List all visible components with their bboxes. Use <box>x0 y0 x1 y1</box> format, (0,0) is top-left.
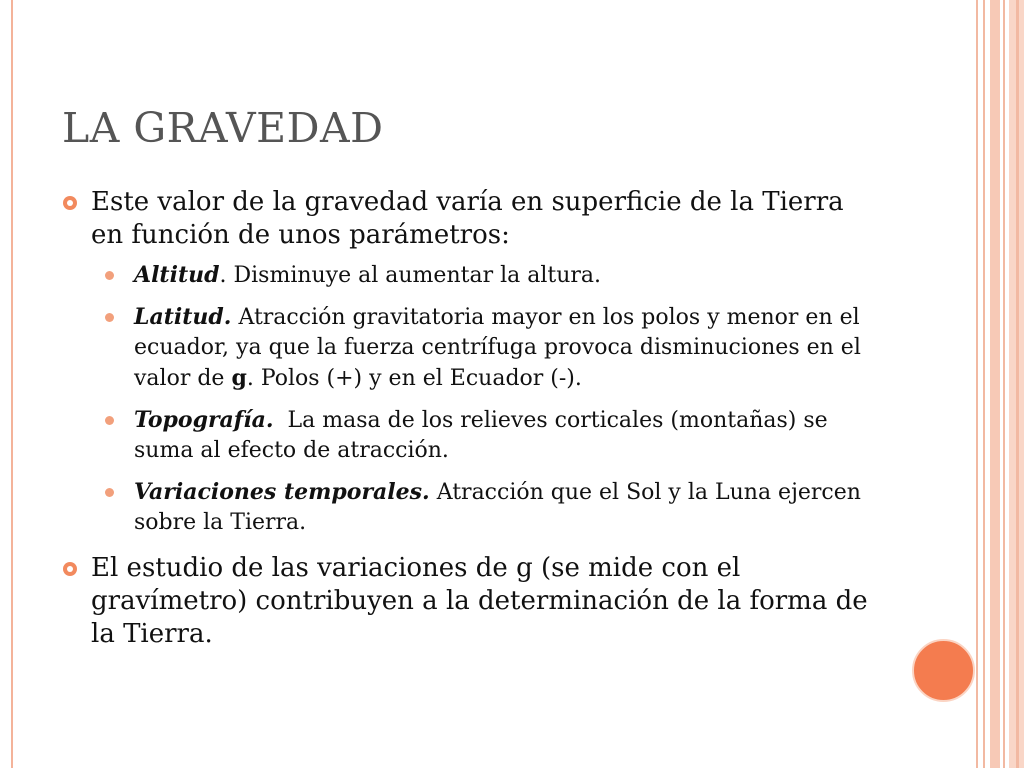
sub-bullet-text: . Polos (+) y en el Ecuador (-). <box>246 366 582 391</box>
decor-stripe <box>1016 0 1019 768</box>
bullet-circle-icon <box>63 196 77 210</box>
sub-bullet-item <box>62 405 882 466</box>
sub-bullet-term: Variaciones temporales. <box>134 479 430 505</box>
left-border-line <box>11 0 13 768</box>
sub-bullet-text: . Disminuye al aumentar la altura. <box>219 263 602 288</box>
sub-bullet-term: Topografía. <box>134 407 274 433</box>
sub-bullet-term: Latitud. <box>134 304 232 330</box>
bullet-dot-icon <box>105 271 114 280</box>
bullet-text: Este valor de la gravedad varía en superficie de la Tierra en función de unos parámetros: <box>91 187 844 250</box>
sub-bullet-text: Atracción que el Sol y la Luna ejercen sobre la Tierra. <box>134 480 861 535</box>
decor-stripe <box>976 0 978 768</box>
sub-bullet-item <box>62 260 882 291</box>
slide-body <box>62 186 882 659</box>
bullet-text: El estudio de las variaciones de g (se mide con el gravímetro) contribuyen a la determinación de la forma de la Tierra. <box>91 553 868 649</box>
bullet-dot-icon <box>105 313 114 322</box>
sub-bullet-term: Altitud <box>134 262 220 288</box>
decor-circle <box>912 639 975 702</box>
slide-title: LA GRAVEDAD <box>62 104 384 152</box>
bullet-item <box>62 552 882 651</box>
sub-bullet-text: La masa de los relieves corticales (montañas) se suma al efecto de atracción. <box>134 408 835 463</box>
bullet-dot-icon <box>105 488 114 497</box>
bullet-item <box>62 186 882 252</box>
decor-stripe <box>983 0 985 768</box>
sub-bullet-list <box>62 260 882 538</box>
bullet-circle-icon <box>63 562 77 576</box>
decor-stripe <box>1003 0 1005 768</box>
sub-bullet-item <box>62 302 882 394</box>
sub-bullet-text: Atracción gravitatoria mayor en los polos y menor en el ecuador, ya que la fuerza centrífuga provoca disminuciones en el valor de <box>134 305 861 391</box>
sub-bullet-item <box>62 477 882 538</box>
gravity-symbol: g <box>231 365 247 391</box>
bullet-dot-icon <box>105 416 114 425</box>
decor-stripe <box>990 0 1000 768</box>
